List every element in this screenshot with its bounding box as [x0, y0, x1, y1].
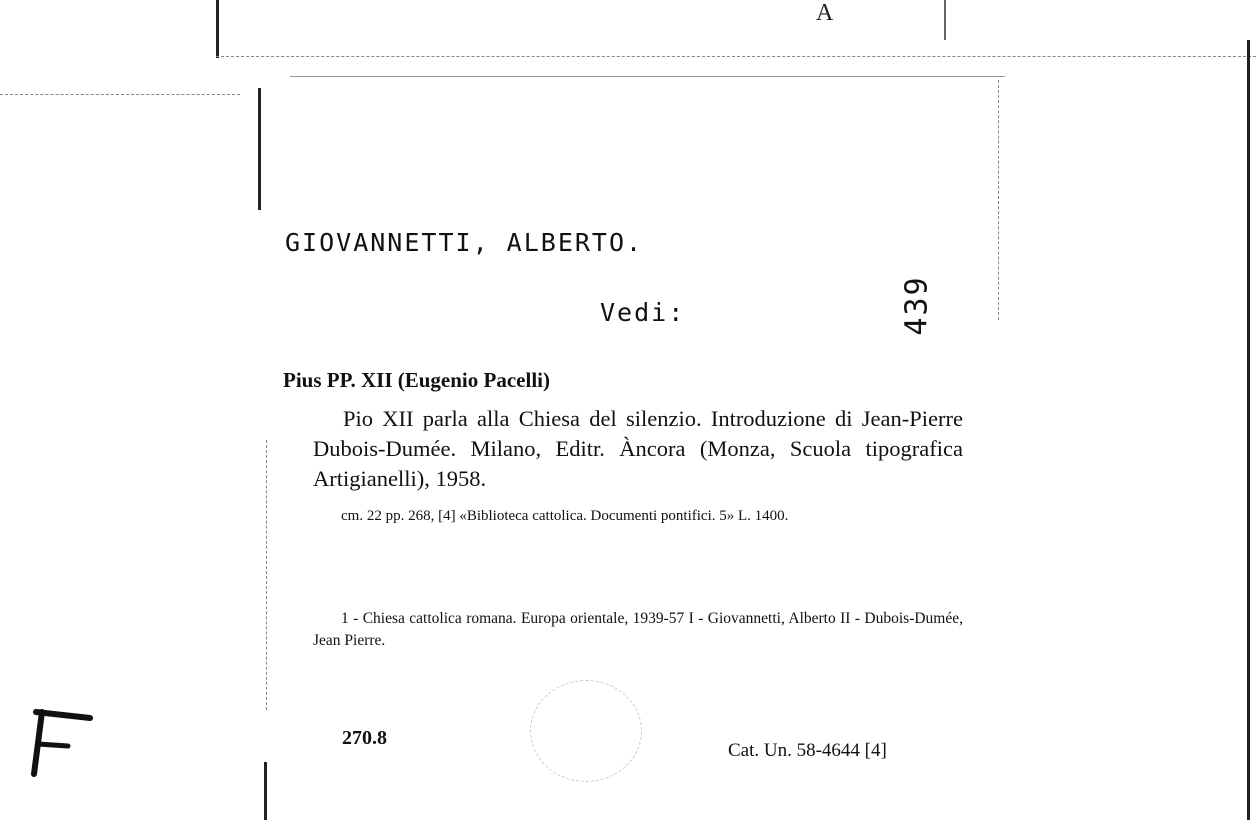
frame-line-card-top	[290, 76, 1005, 77]
frame-dash-left-mid	[266, 440, 267, 710]
stamp-number-text: 439	[899, 275, 935, 336]
frame-line-right-top	[944, 0, 946, 40]
frame-dash-card-right	[998, 80, 999, 320]
frame-line-left-top	[216, 0, 219, 58]
call-number: 270.8	[342, 727, 387, 749]
frame-line-right-edge	[1247, 40, 1250, 820]
frame-dash-top	[216, 56, 1256, 57]
see-reference: Vedi:	[600, 298, 686, 327]
title-paragraph: Pio XII parla alla Chiesa del silenzio. Introduzione di Jean-Pierre Dubois-Dumée. Milano, Editr. Àncora (Monza, Scuola tipografica Artigianelli), 1958.	[313, 406, 963, 491]
top-fragment: A	[816, 0, 834, 26]
faint-circle-stain	[530, 680, 642, 782]
heading-name: GIOVANNETTI, ALBERTO.	[285, 228, 644, 257]
handwritten-f-mark	[28, 700, 98, 780]
stamp-number	[884, 270, 944, 340]
frame-line-bottom-left	[264, 762, 267, 820]
subject-tracings: 1 - Chiesa cattolica romana. Europa orientale, 1939-57 I - Giovannetti, Alberto II - Dubois-Dumée, Jean Pierre.	[313, 610, 963, 649]
catalog-number: Cat. Un. 58-4644 [4]	[728, 740, 887, 761]
main-entry: Pius PP. XII (Eugenio Pacelli)	[283, 368, 550, 392]
physical-description: cm. 22 pp. 268, [4] «Biblioteca cattolica. Documenti pontifici. 5» L. 1400.	[341, 508, 789, 524]
frame-dash-left	[0, 94, 240, 95]
frame-line-card-left	[258, 88, 261, 210]
